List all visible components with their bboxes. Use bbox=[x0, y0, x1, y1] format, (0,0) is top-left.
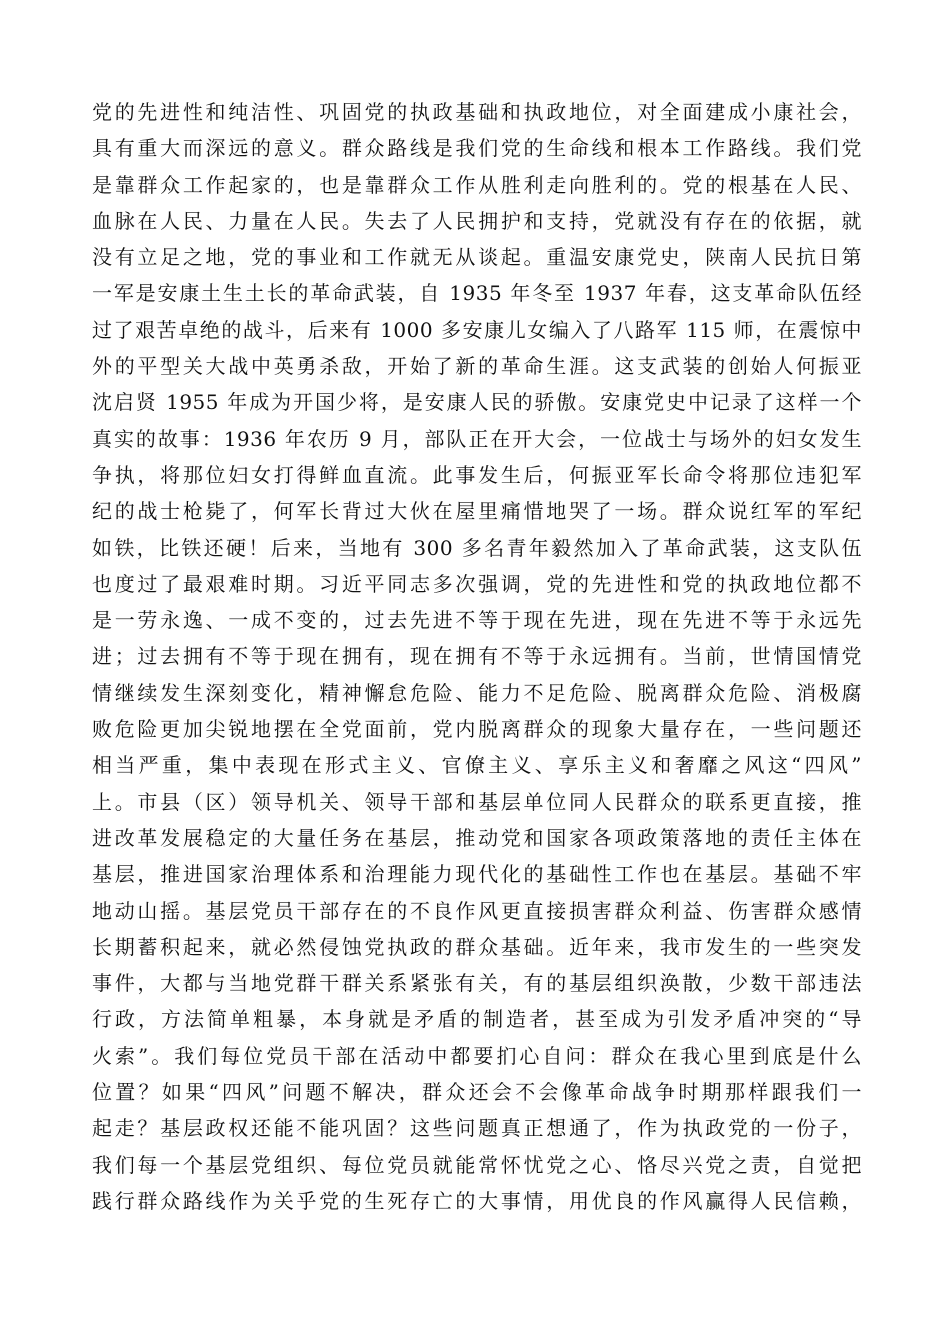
text-line: 争执，将那位妇女打得鲜血直流。此事发生后，何振亚军长命令将那位违犯军 bbox=[92, 462, 862, 487]
text-line: 过了艰苦卓绝的战斗，后来有 1000 多安康儿女编入了八路军 115 师，在震惊中 bbox=[92, 317, 862, 342]
text-line: 纪的战士枪毙了，何军长背过大伙在屋里痛惜地哭了一场。群众说红军的军纪 bbox=[92, 499, 862, 524]
text-line: 外的平型关大战中英勇杀敌，开始了新的革命生涯。这支武装的创始人何振亚 bbox=[92, 354, 862, 379]
text-line: 地动山摇。基层党员干部存在的不良作风更直接损害群众利益、伤害群众感情 bbox=[92, 898, 862, 923]
text-line: 具有重大而深远的意义。群众路线是我们党的生命线和根本工作路线。我们党 bbox=[92, 136, 862, 161]
text-line: 基层，推进国家治理体系和治理能力现代化的基础性工作也在基层。基础不牢 bbox=[92, 862, 862, 887]
text-line: 如铁，比铁还硬！后来，当地有 300 多名青年毅然加入了革命武装，这支队伍 bbox=[92, 535, 862, 560]
text-line: 血脉在人民、力量在人民。失去了人民拥护和支持，党就没有存在的依据，就 bbox=[92, 208, 862, 233]
text-line: 进；过去拥有不等于现在拥有，现在拥有不等于永远拥有。当前，世情国情党 bbox=[92, 644, 862, 669]
text-line: 起走？基层政权还能不能巩固？这些问题真正想通了，作为执政党的一份子， bbox=[92, 1116, 862, 1141]
text-line: 行政，方法简单粗暴，本身就是矛盾的制造者，甚至成为引发矛盾冲突的“导 bbox=[92, 1007, 862, 1032]
text-line: 败危险更加尖锐地摆在全党面前，党内脱离群众的现象大量存在，一些问题还 bbox=[92, 717, 862, 742]
text-line: 相当严重，集中表现在形式主义、官僚主义、享乐主义和奢靡之风这“四风” bbox=[92, 753, 862, 778]
text-line: 一军是安康土生土长的革命武装，自 1935 年冬至 1937 年春，这支革命队伍经 bbox=[92, 281, 862, 306]
text-line: 长期蓄积起来，就必然侵蚀党执政的群众基础。近年来，我市发生的一些突发 bbox=[92, 934, 862, 959]
text-line: 真实的故事：1936 年农历 9 月，部队正在开大会，一位战士与场外的妇女发生 bbox=[92, 426, 862, 451]
text-line: 党的先进性和纯洁性、巩固党的执政基础和执政地位，对全面建成小康社会， bbox=[92, 100, 862, 124]
text-line: 是靠群众工作起家的，也是靠群众工作从胜利走向胜利的。党的根基在人民、 bbox=[92, 172, 862, 197]
text-line: 沈启贤 1955 年成为开国少将，是安康人民的骄傲。安康党史中记录了这样一个 bbox=[92, 390, 862, 415]
text-line: 位置？如果“四风”问题不解决，群众还会不会像革命战争时期那样跟我们一 bbox=[92, 1080, 862, 1105]
text-line: 事件，大都与当地党群干群关系紧张有关，有的基层组织涣散，少数干部违法 bbox=[92, 971, 862, 996]
body-text bbox=[92, 94, 862, 1219]
text-line: 情继续发生深刻变化，精神懈怠危险、能力不足危险、脱离群众危险、消极腐 bbox=[92, 680, 862, 705]
text-line: 火索”。我们每位党员干部在活动中都要扪心自问：群众在我心里到底是什么 bbox=[92, 1043, 862, 1068]
text-line: 也度过了最艰难时期。习近平同志多次强调，党的先进性和党的执政地位都不 bbox=[92, 571, 862, 596]
text-line: 践行群众路线作为关乎党的生死存亡的大事情，用优良的作风赢得人民信赖， bbox=[92, 1188, 862, 1213]
text-line: 没有立足之地，党的事业和工作就无从谈起。重温安康党史，陕南人民抗日第 bbox=[92, 245, 862, 270]
text-line: 是一劳永逸、一成不变的，过去先进不等于现在先进，现在先进不等于永远先 bbox=[92, 608, 862, 633]
text-line: 我们每一个基层党组织、每位党员就能常怀忧党之心、恪尽兴党之责，自觉把 bbox=[92, 1152, 862, 1177]
text-line: 进改革发展稳定的大量任务在基层，推动党和国家各项政策落地的责任主体在 bbox=[92, 825, 862, 850]
text-line: 上。市县（区）领导机关、领导干部和基层单位同人民群众的联系更直接，推 bbox=[92, 789, 862, 814]
